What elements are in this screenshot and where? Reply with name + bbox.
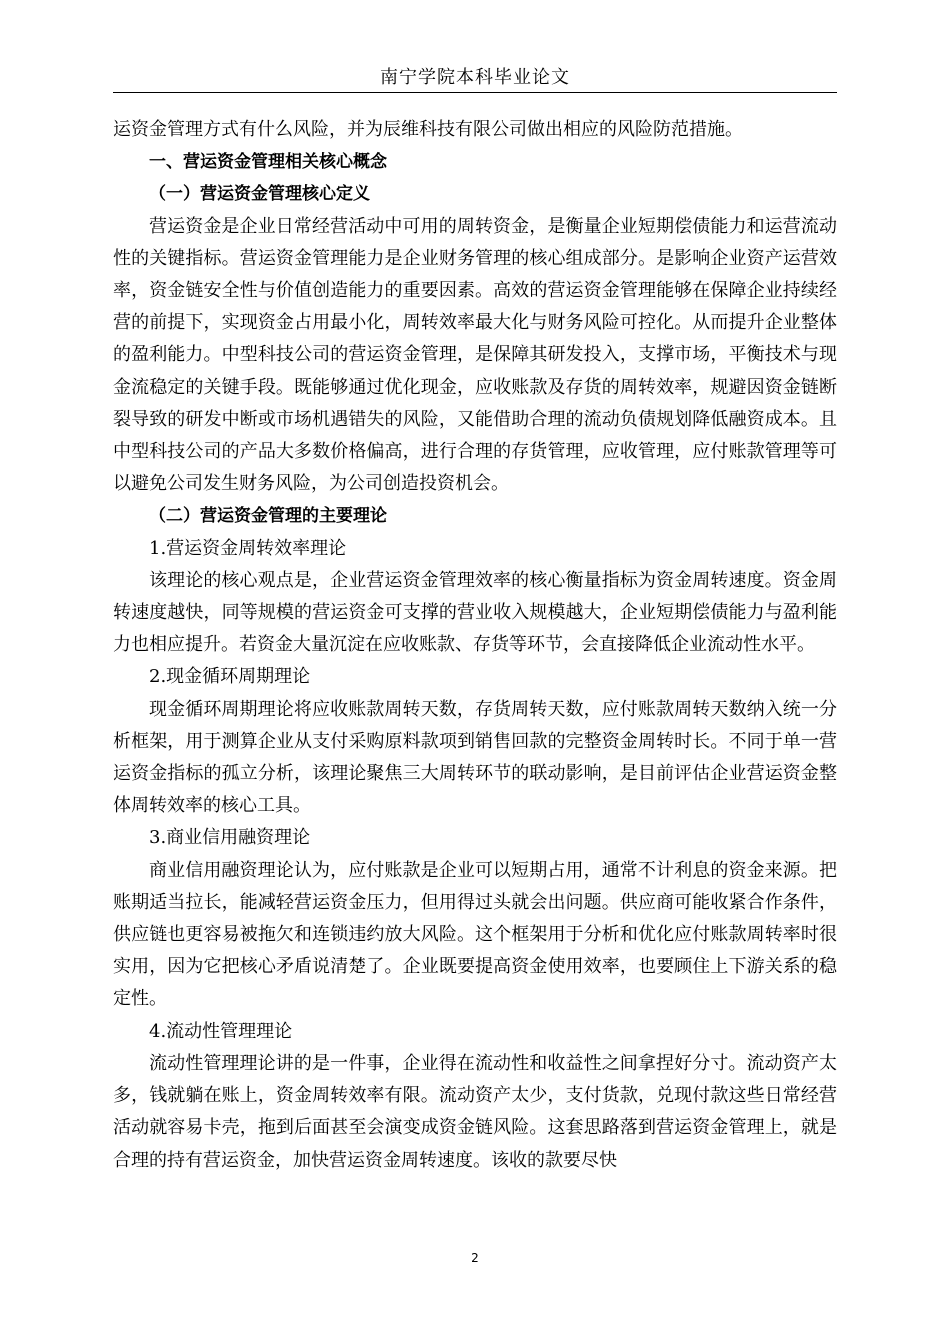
subsection-heading: （一）营运资金管理核心定义 bbox=[149, 184, 370, 205]
header-divider bbox=[113, 92, 837, 93]
paper-body bbox=[113, 114, 837, 1177]
paragraph: 商业信用融资理论认为，应付账款是企业可以短期占用，通常不计利息的资金来源。把账期适当拉长，能减轻营运资金压力，但用得过头就会出问题。供应商可能收紧合作条件，供应链也更容易被拖欠和连锁违约放大风险。这个框架用于分析和优化应付账款周转率时很实用，因为它把核心矛盾说清楚了。企业既要提高资金使用效率，也要顾住上下游关系的稳定性。 bbox=[113, 859, 837, 1010]
paragraph: 流动性管理理论讲的是一件事，企业得在流动性和收益性之间拿捏好分寸。流动资产太多，钱就躺在账上，资金周转效率有限。流动资产太少，支付货款，兑现付款这些日常经营活动就容易卡壳，拖到后面甚至会演变成资金链风险。这套思路落到营运资金管理上，就是合理的持有营运资金，加快营运资金周转速度。该收的款要尽快 bbox=[113, 1052, 837, 1171]
theory-title: 4.流动性管理理论 bbox=[149, 1020, 293, 1042]
page-number: 2 bbox=[471, 1251, 479, 1265]
paragraph: 该理论的核心观点是，企业营运资金管理效率的核心衡量指标为资金周转速度。资金周转速度越快，同等规模的营运资金可支撑的营业收入规模越大，企业短期偿债能力与盈利能力也相应提升。若资金大量沉淀在应收账款、存货等环节，会直接降低企业流动性水平。 bbox=[113, 569, 837, 656]
subsection-heading: （二）营运资金管理的主要理论 bbox=[149, 506, 387, 527]
theory-title: 1.营运资金周转效率理论 bbox=[149, 537, 347, 559]
paragraph-continuation: 运资金管理方式有什么风险，并为辰维科技有限公司做出相应的风险防范措施。 bbox=[113, 119, 743, 140]
section-heading: 一、营运资金管理相关核心概念 bbox=[149, 152, 387, 173]
page-header-title: 南宁学院本科毕业论文 bbox=[380, 67, 570, 88]
theory-title: 3.商业信用融资理论 bbox=[149, 827, 311, 849]
theory-title: 2.现金循环周期理论 bbox=[149, 666, 311, 688]
paragraph: 现金循环周期理论将应收账款周转天数，存货周转天数，应付账款周转天数纳入统一分析框架，用于测算企业从支付采购原料款项到销售回款的完整资金周转时长。不同于单一营运资金指标的孤立分析，该理论聚焦三大周转环节的联动影响，是目前评估企业营运资金整体周转效率的核心工具。 bbox=[113, 698, 837, 817]
paragraph: 营运资金是企业日常经营活动中可用的周转资金，是衡量企业短期偿债能力和运营流动性的关键指标。营运资金管理能力是企业财务管理的核心组成部分。是影响企业资产运营效率，资金链安全性与价值创造能力的重要因素。高效的营运资金管理能够在保障企业持续经营的前提下，实现资金占用最小化，周转效率最大化与财务风险可控化。从而提升企业整体的盈利能力。中型科技公司的营运资金管理，是保障其研发投入，支撑市场，平衡技术与现金流稳定的关键手段。既能够通过优化现金，应收账款及存货的周转效率，规避因资金链断裂导致的研发中断或市场机遇错失的风险，又能借助合理的流动负债规划降低融资成本。且中型科技公司的产品大多数价格偏高，进行合理的存货管理，应收管理，应付账款管理等可以避免公司发生财务风险，为公司创造投资机会。 bbox=[113, 215, 837, 495]
